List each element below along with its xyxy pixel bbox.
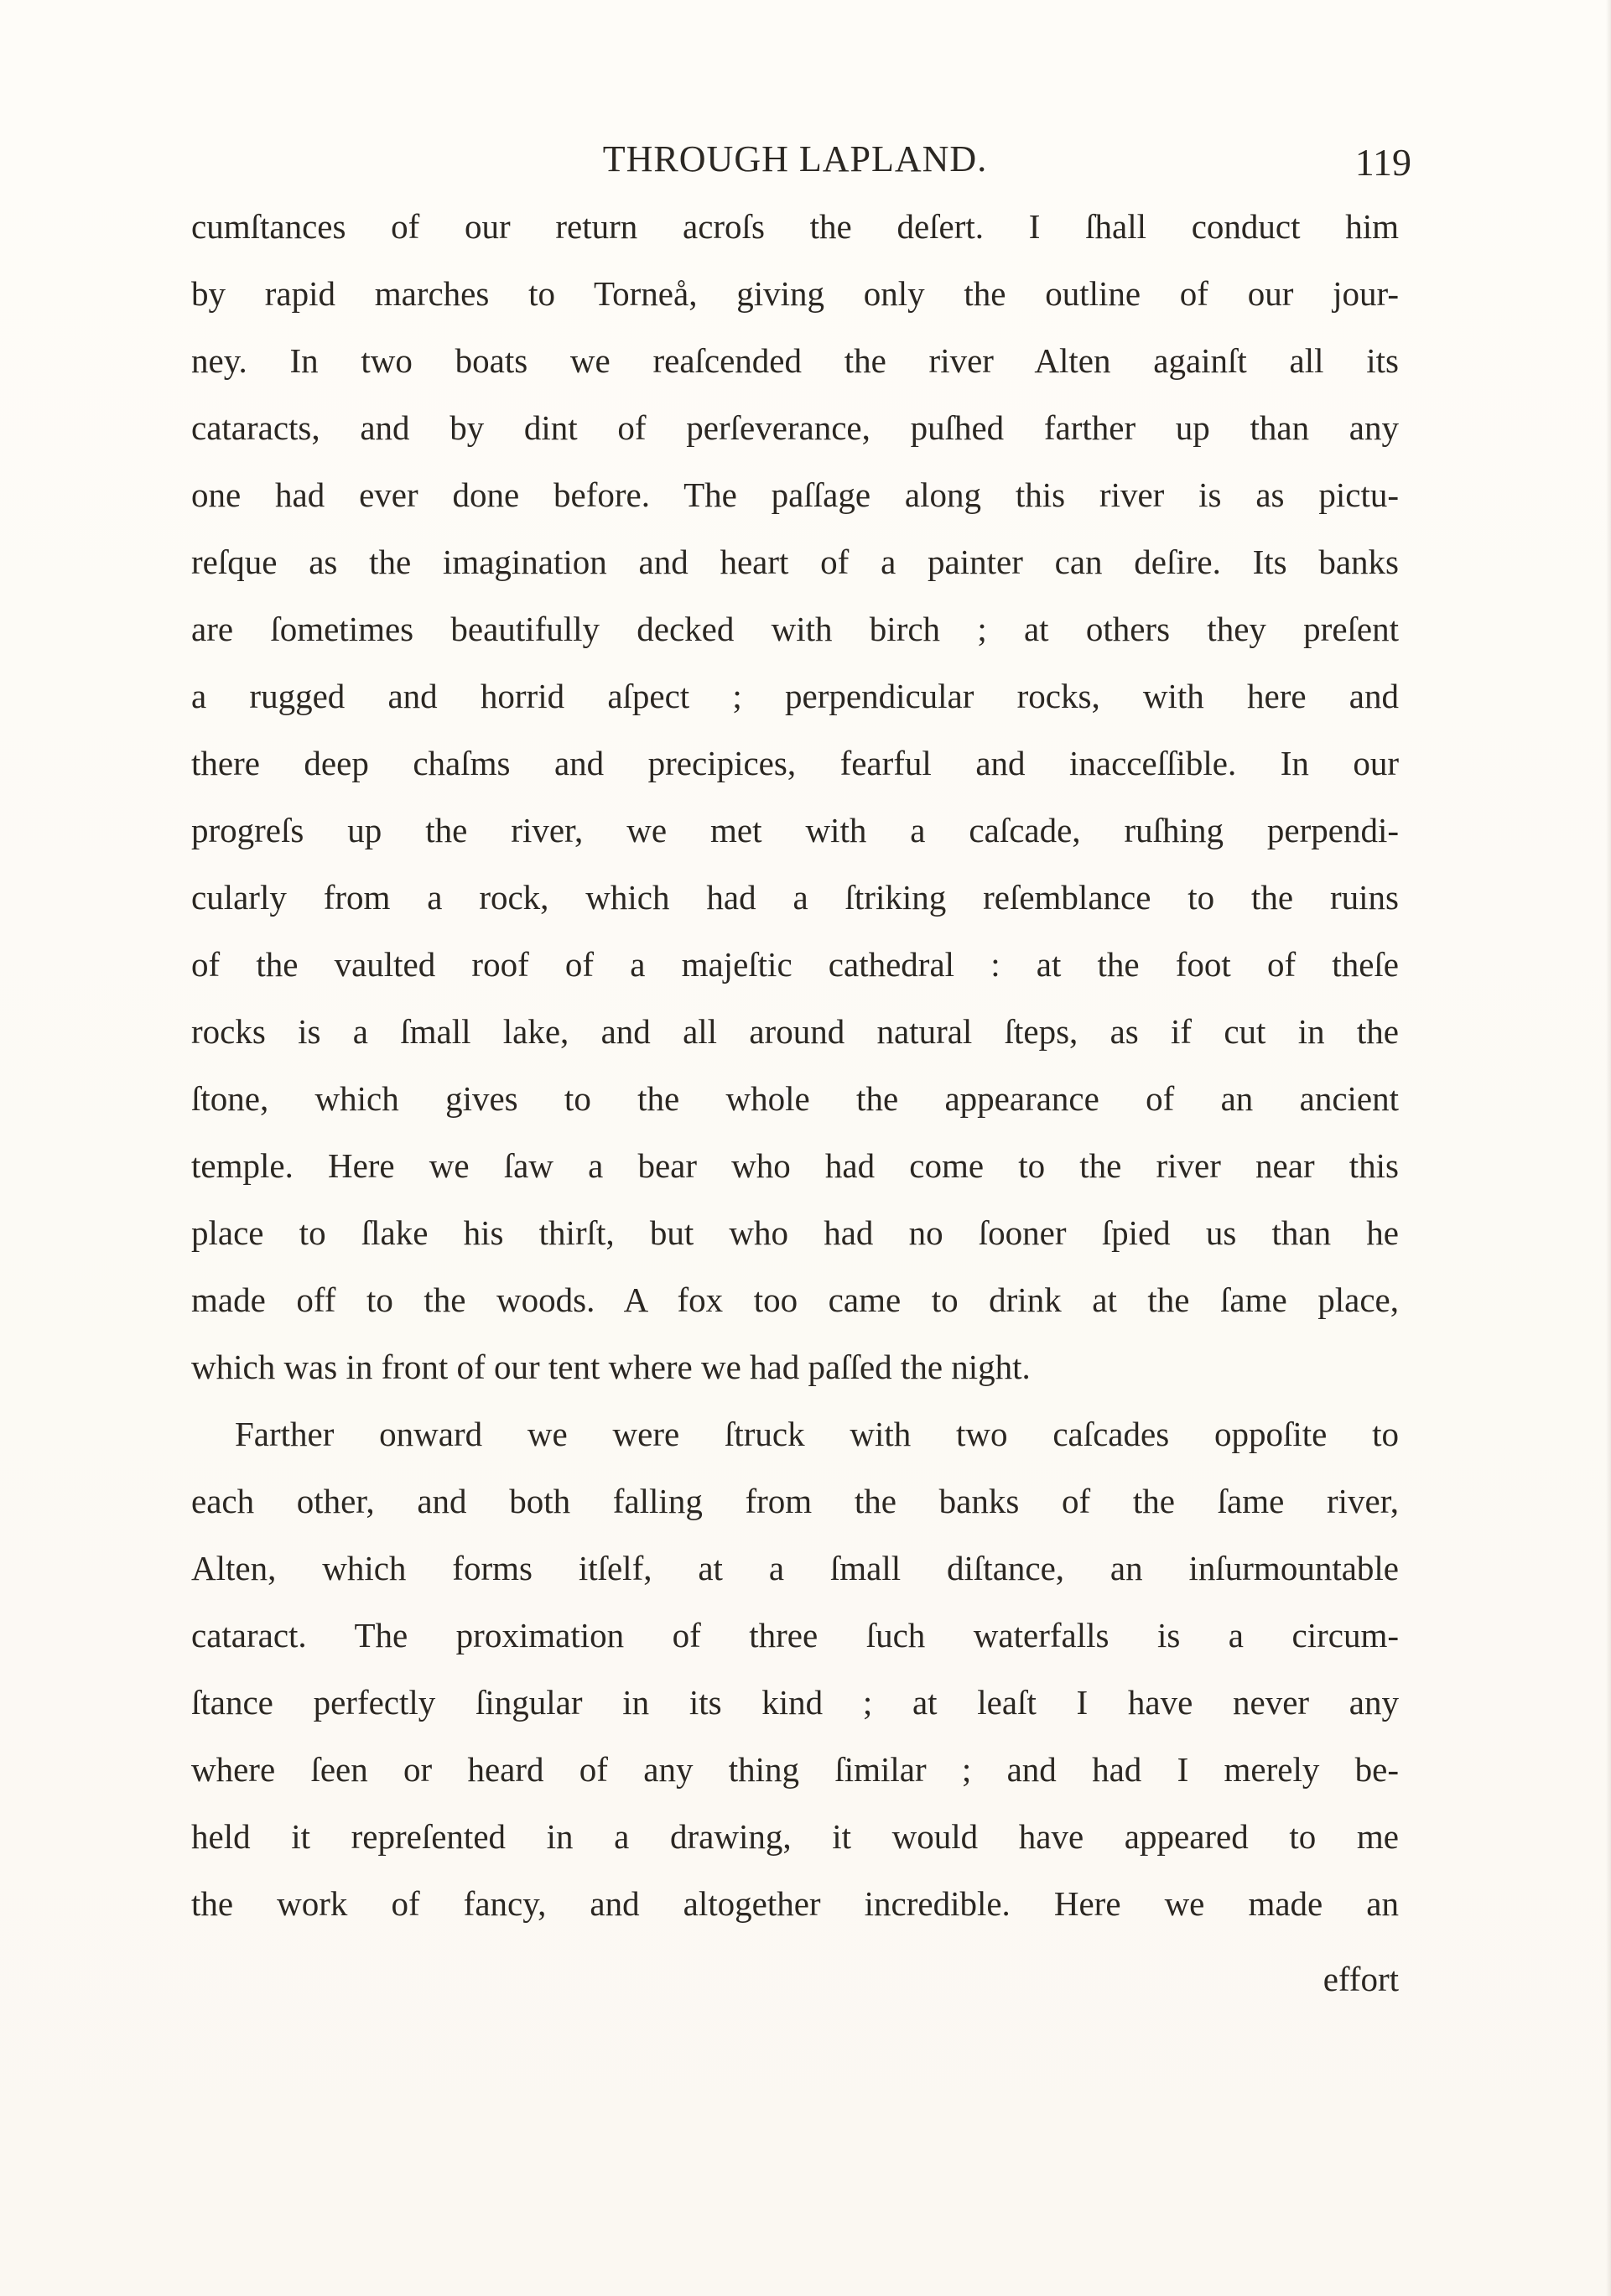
text-line: Farther onward we were ſtruck with two caſcades oppoſite to: [235, 1415, 1399, 1453]
body-text: [191, 193, 1399, 1937]
text-line: each other, and both falling from the banks of the ſame river,: [191, 1482, 1399, 1520]
text-line: ſtance perfectly ſingular in its kind ; at leaſt I have never any: [191, 1683, 1399, 1722]
text-line: cataract. The proximation of three ſuch waterfalls is a circum-: [191, 1616, 1399, 1654]
text-line: which was in front of our tent where we had paſſed the night.: [191, 1348, 1031, 1386]
text-line: ney. In two boats we reaſcended the river Alten againſt all its: [191, 341, 1399, 380]
page-number: 119: [1354, 141, 1411, 184]
text-line: of the vaulted roof of a majeſtic cathedral : at the foot of theſe: [191, 945, 1399, 984]
text-line: cumſtances of our return acroſs the deſert. I ſhall conduct him: [191, 207, 1399, 246]
text-line: ſtone, which gives to the whole the appearance of an ancient: [191, 1079, 1399, 1118]
page-edge-shadow: [1606, 0, 1611, 2296]
text-line: progreſs up the river, we met with a caſcade, ruſhing perpendi-: [191, 811, 1399, 849]
text-line: Alten, which forms itſelf, at a ſmall diſtance, an inſurmountable: [191, 1549, 1399, 1587]
text-line: there deep chaſms and precipices, fearful and inacceſſible. In our: [191, 744, 1399, 782]
text-line: held it repreſented in a drawing, it would have appeared to me: [191, 1817, 1399, 1856]
text-line: rocks is a ſmall lake, and all around natural ſteps, as if cut in the: [191, 1012, 1399, 1051]
text-line: place to ſlake his thirſt, but who had no ſooner ſpied us than he: [191, 1213, 1399, 1252]
text-line: are ſometimes beautifully decked with birch ; at others they preſent: [191, 610, 1399, 648]
text-line: the work of fancy, and altogether incredible. Here we made an: [191, 1884, 1399, 1923]
text-line: reſque as the imagination and heart of a painter can deſire. Its banks: [191, 543, 1399, 581]
text-line: one had ever done before. The paſſage along this river is as pictu-: [191, 475, 1399, 514]
text-line: cularly from a rock, which had a ſtriking reſemblance to the ruins: [191, 878, 1399, 917]
text-line: by rapid marches to Torneå, giving only the outline of our jour-: [191, 274, 1399, 313]
text-line: a rugged and horrid aſpect ; perpendicular rocks, with here and: [191, 677, 1399, 715]
text-line: temple. Here we ſaw a bear who had come to the river near this: [191, 1146, 1399, 1185]
text-line: cataracts, and by dint of perſeverance, puſhed farther up than any: [191, 408, 1399, 447]
text-line: where ſeen or heard of any thing ſimilar ; and had I merely be-: [191, 1750, 1399, 1789]
running-head: [191, 134, 1411, 184]
running-title: THROUGH LAPLAND.: [602, 138, 988, 179]
catchword: effort: [1323, 1960, 1399, 1998]
text-line: made off to the woods. A fox too came to drink at the ſame place,: [191, 1280, 1399, 1319]
